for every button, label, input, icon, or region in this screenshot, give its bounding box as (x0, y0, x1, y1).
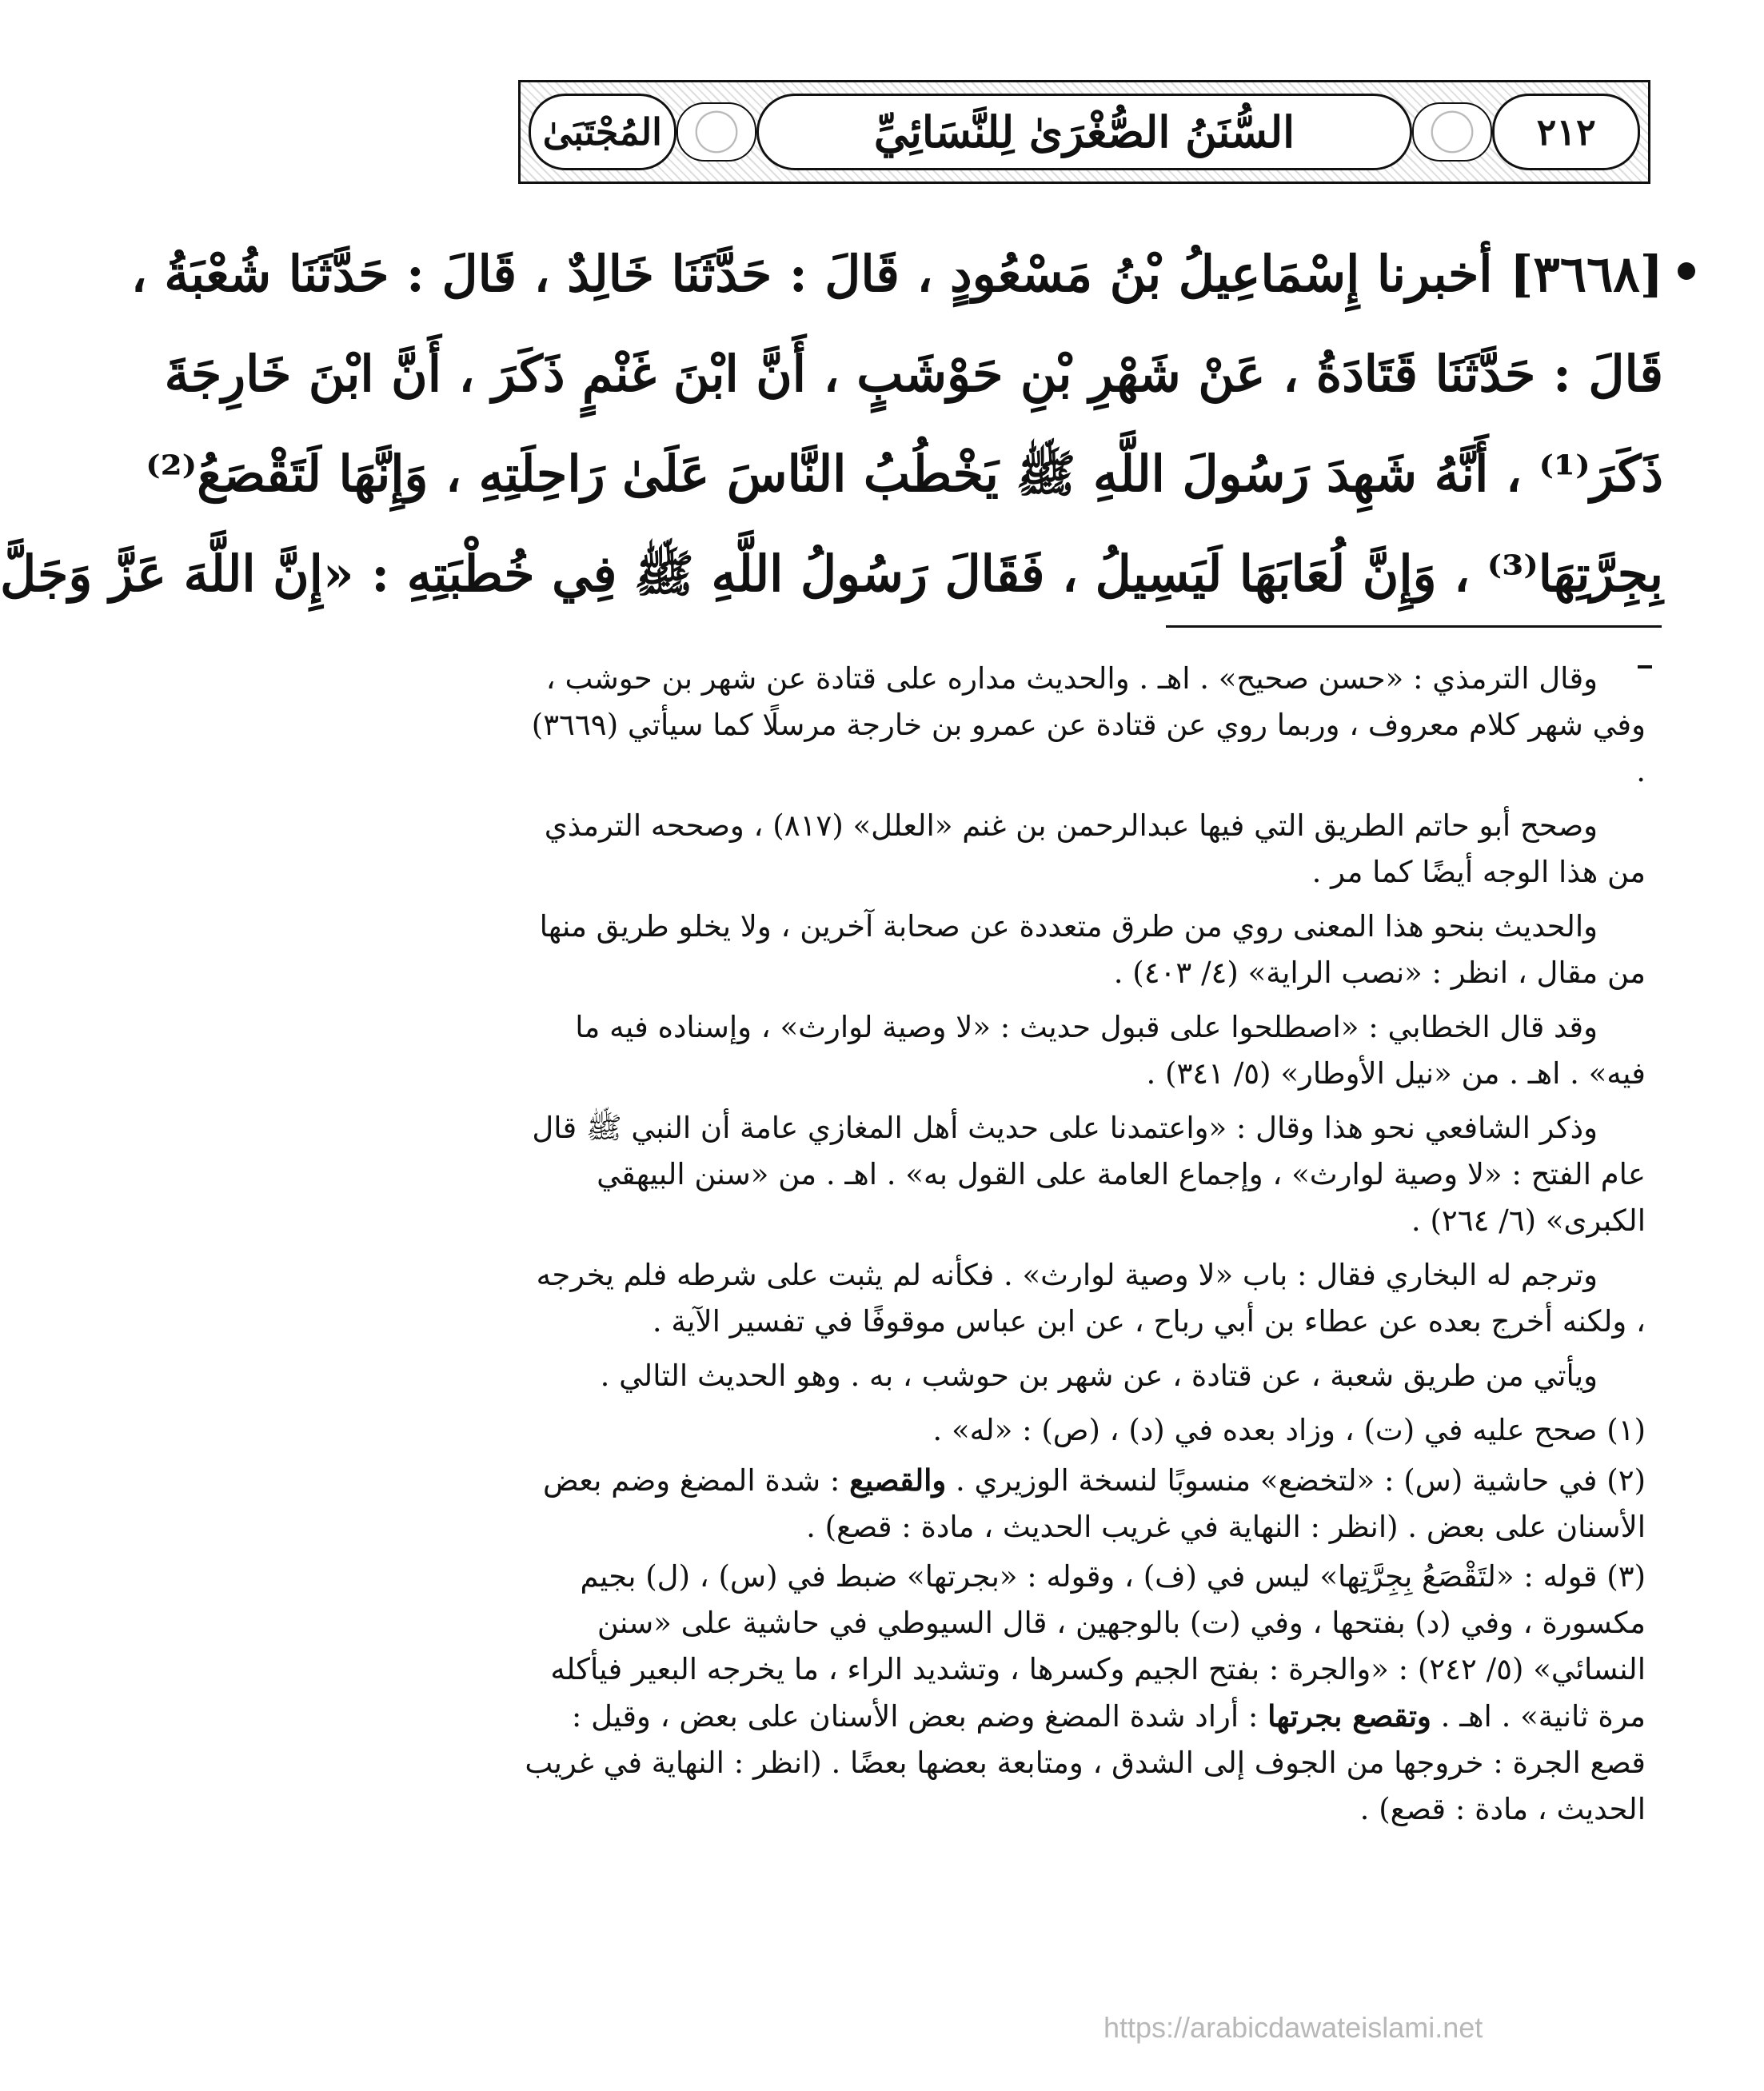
note-paragraph: وصحح أبو حاتم الطريق التي فيها عبدالرحمن بن غنم «العلل» (٨١٧) ، وصححه الترمذي من هذا الوجه أيضًا كما مر . (544, 808, 1646, 889)
book-title: السُّنَنُ الصُّغْرَىٰ لِلنَّسَائِيِّ (756, 94, 1412, 170)
page-header (518, 80, 1650, 184)
note-paragraph: والحديث بنحو هذا المعنى روي من طرق متعددة عن صحابة آخرين ، ولا يخلو طريق منها من مقال ، انظر : «نصب الراية» (٤/ ٤٠٣) . (539, 909, 1646, 990)
hadith-number: [٣٦٦٨] (1510, 245, 1663, 303)
footnote-keyword: وتقصع بجرتها (1267, 1698, 1431, 1734)
book-side-label: المُجْتَبَىٰ (529, 94, 676, 170)
footnote-keyword: والقصيع (849, 1463, 947, 1498)
footnote-2: (٢) في حاشية (س) : «لتخضع» منسوبًا لنسخة الوزيري . والقصيع : شدة المضغ وضم بعض الأسنان على بعض . (انظر : النهاية في غريب الحديث ، مادة : قصع) . (542, 1463, 1646, 1544)
hadith-line-4: بِجِرَّتِهَا⁽³⁾ ، وَإِنَّ لُعَابَهَا لَيَسِيلُ ، فَقَالَ رَسُولُ اللَّهِ ﷺ فِي خُطْبَتِهِ : «إِنَّ اللَّهَ عَزَّ وَجَلَّ (0, 545, 1663, 603)
hadith-text (0, 224, 1663, 624)
footnote-separator (1166, 625, 1662, 628)
footnote-3: (٣) قوله : «لتَقْصَعُ بِجِرَّتِها» ليس في (ف) ، وقوله : «بجرتها» ضبط في (س) ، (ل) بجيم مكسورة ، وفي (د) بفتحها ، وفي (ت) بالوجهين ، قال السيوطي في حاشية على «سنن النسائي» (٥/ ٢٤٢) : «والجرة : بفتح الجيم وكسرها ، وتشديد الراء ، ما يخرجه البعير فيأكله مرة ثانية» . اهـ . وتقصع بجرتها : أراد شدة المضغ وضم بعض الأسنان على بعض ، وقيل : قصع الجرة : خروجها من الجوف إلى الشدق ، ومتابعة بعضها بعضًا . (انظر : النهاية في غريب الحديث ، مادة : قصع) . (525, 1559, 1646, 1826)
note-paragraph: ويأتي من طريق شعبة ، عن قتادة ، عن شهر بن حوشب ، به . وهو الحديث التالي . (600, 1359, 1598, 1393)
note-paragraph: وقد قال الخطابي : «اصطلحوا على قبول حديث : «لا وصية لوارث» ، وإسناده فيه ما فيه» . اهـ . من «نيل الأوطار» (٥/ ٣٤١) . (575, 1010, 1646, 1091)
page-number: ٢١٢ (1492, 94, 1640, 170)
note-paragraph: وذكر الشافعي نحو هذا وقال : «واعتمدنا على حديث أهل المغازي عامة أن النبي ﷺ قال عام الفتح : «لا وصية لوارث» ، وإجماع العامة على القول به» . اهـ . من «سنن البيهقي الكبرى» (٦/ ٢٦٤) . (532, 1111, 1646, 1238)
note-paragraph: وقال الترمذي : «حسن صحيح» . اهـ . والحديث مداره على قتادة عن شهر بن حوشب ، وفي شهر كلام معروف ، وربما روي عن قتادة عن عمرو بن خارجة مرسلًا كما سيأتي (٣٦٦٩) . (531, 661, 1646, 788)
note-paragraph: وترجم له البخاري فقال : باب «لا وصية لوارث» . فكأنه لم يثبت على شرطه فلم يخرجه ، ولكنه أخرج بعده عن عطاء بن أبي رباح ، عن ابن عباس موقوفًا في تفسير الآية . (536, 1258, 1646, 1339)
watermark-url: https://arabicdawateislami.net (1103, 2011, 1483, 2044)
ornament-left (1412, 102, 1492, 162)
bullet-icon (1678, 262, 1695, 280)
footnote-1: (١) صحح عليه في (ت) ، وزاد بعده في (د) ، (ص) : «له» . (932, 1413, 1646, 1447)
hadith-line-1: [٣٦٦٨] أخبرنا إِسْمَاعِيلُ بْنُ مَسْعُودٍ ، قَالَ : حَدَّثَنَا خَالِدٌ ، قَالَ : حَدَّثَنَا شُعْبَةُ ، (130, 245, 1663, 303)
hadith-line-2: قَالَ : حَدَّثَنَا قَتَادَةُ ، عَنْ شَهْرِ بْنِ حَوْشَبٍ ، أَنَّ ابْنَ غَنْمٍ ذَكَرَ ، أَنَّ ابْنَ خَارِجَةَ (164, 345, 1663, 403)
footnotes-area (518, 656, 1646, 1836)
hadith-line-3: ذَكَرَ⁽¹⁾ ، أَنَّهُ شَهِدَ رَسُولَ اللَّهِ ﷺ يَخْطُبُ النَّاسَ عَلَىٰ رَاحِلَتِهِ ، وَإِنَّهَا لَتَقْصَعُ⁽²⁾ (146, 445, 1663, 503)
ornament-right (676, 102, 756, 162)
